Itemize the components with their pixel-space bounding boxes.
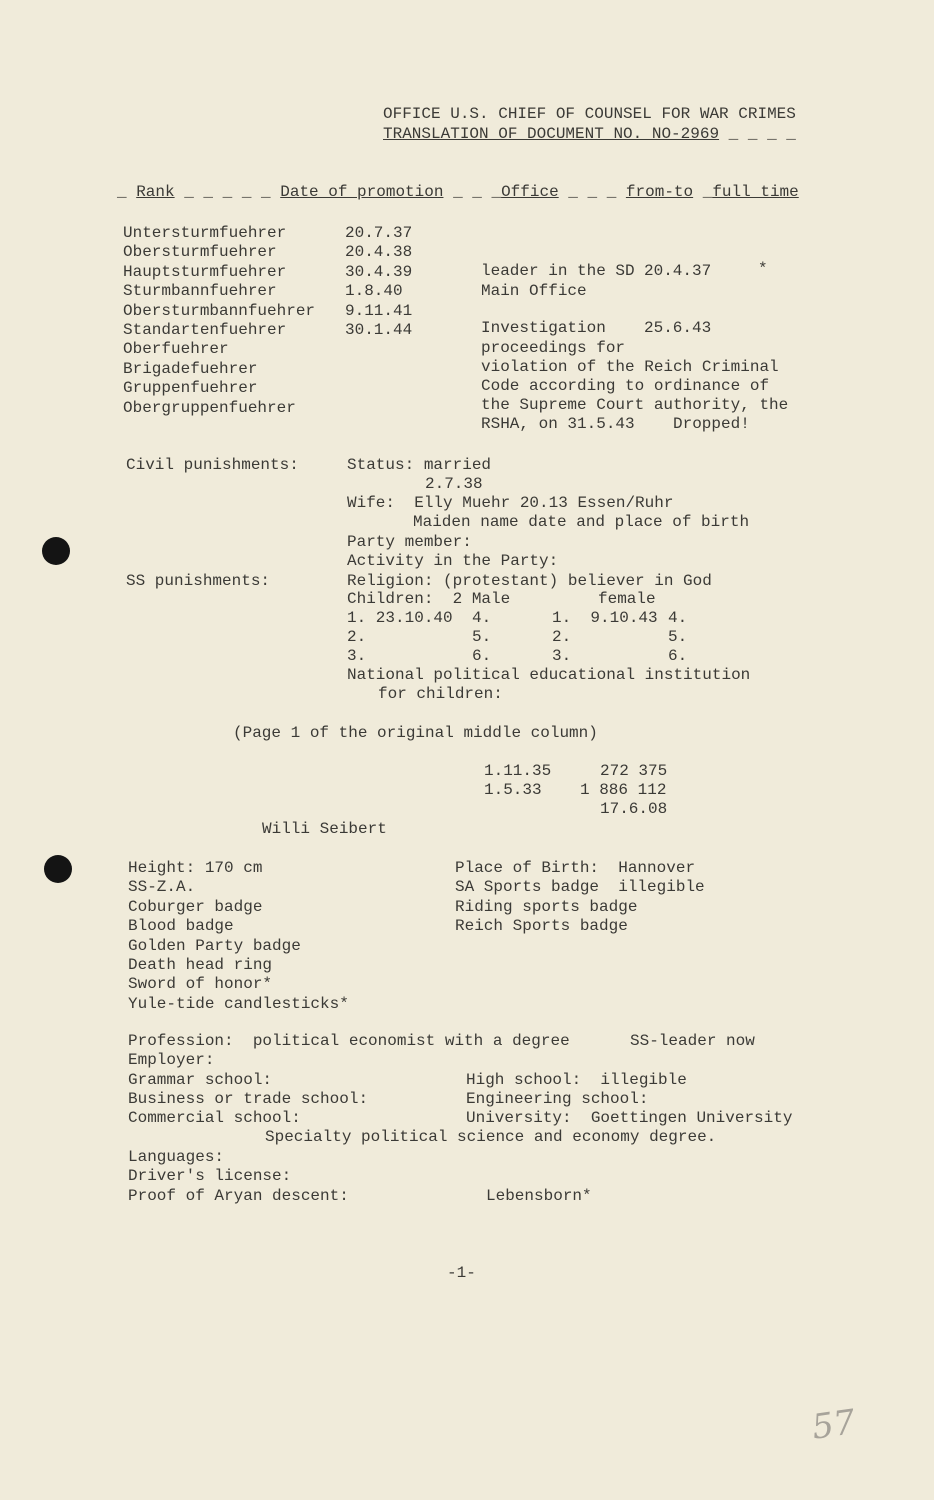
child-entry: 6.	[472, 647, 492, 665]
child-entry: 5.	[472, 628, 492, 646]
col-office: Office	[501, 183, 559, 201]
dashes: _ _ _ _	[719, 125, 796, 143]
office-1: leader in the SD	[481, 262, 635, 280]
decoration-item: SS-Z.A.	[128, 878, 196, 897]
decoration-item: Coburger badge	[128, 897, 263, 916]
info-item: Reich Sports badge	[455, 917, 628, 936]
rank-name: Untersturmfuehrer	[123, 224, 287, 242]
aryan-descent: Proof of Aryan descent:	[128, 1187, 349, 1205]
document-number	[383, 125, 796, 143]
decoration-item: Blood badge	[128, 917, 234, 936]
child-entry: 2.	[347, 628, 367, 646]
date-2: 1.5.33	[484, 781, 542, 799]
office-2-last: RSHA, on 31.5.43	[481, 415, 635, 433]
office-1-line2: Main Office	[481, 282, 587, 300]
high-school: High school: illegible	[466, 1071, 687, 1089]
rank-name: Obersturmfuehrer	[123, 243, 277, 262]
office-2-status: Dropped!	[673, 415, 750, 433]
rank-name: Hauptsturmfuehrer	[123, 262, 287, 281]
info-item: Place of Birth: Hannover	[455, 859, 696, 877]
university: University: Goettingen University	[466, 1109, 793, 1127]
document-number-text: TRANSLATION OF DOCUMENT NO. NO-2969	[383, 125, 720, 143]
rank-name: Obersturmbannfuehrer	[123, 301, 316, 320]
handwritten-mark: 57	[809, 1402, 858, 1448]
status: Status: married	[347, 456, 492, 474]
party-activity: Activity in the Party:	[347, 552, 559, 570]
wife-note: Maiden name date and place of birth	[413, 513, 750, 531]
rank-name: Obergruppenfuehrer	[123, 398, 296, 417]
commercial-school: Commercial school:	[128, 1109, 301, 1127]
engineering-school: Engineering school:	[466, 1090, 649, 1108]
page-note: (Page 1 of the original middle column)	[233, 724, 598, 742]
employer: Employer:	[128, 1051, 215, 1069]
napola-2: for children:	[378, 685, 503, 703]
person-name: Willi Seibert	[262, 820, 387, 838]
profession: Profession: political economist with a degree	[128, 1032, 570, 1050]
punch-hole	[44, 855, 72, 883]
office-2-line: proceedings for	[481, 339, 626, 357]
col-rank: Rank	[136, 183, 175, 201]
column-headers: _ Rank _ _ _ _ _ Date of promotion _ _ _Office _ _ _ from-to _full time	[117, 183, 799, 201]
office-1-date: 20.4.37	[644, 262, 712, 280]
rank-date: 1.8.40	[345, 282, 403, 301]
decoration-item: Death head ring	[128, 956, 273, 974]
civil-punishments-label: Civil punishments:	[126, 456, 299, 474]
header-title: OFFICE U.S. CHIEF OF COUNSEL FOR WAR CRIMES	[383, 105, 796, 123]
rank-date: 30.1.44	[345, 321, 413, 339]
decoration-item: Height: 170 cm	[128, 859, 263, 877]
lebensborn: Lebensborn*	[486, 1187, 592, 1205]
female-label: female	[598, 590, 656, 608]
decoration-item: Golden Party badge	[128, 936, 301, 955]
office-2-date: 25.6.43	[644, 319, 712, 337]
grammar-school: Grammar school:	[128, 1071, 273, 1089]
ss-leader: SS-leader now	[630, 1032, 755, 1050]
rank-name: Sturmbannfuehrer	[123, 282, 277, 301]
drivers-license: Driver's license:	[128, 1167, 292, 1185]
decoration-item: Yule-tide candlesticks*	[128, 994, 349, 1013]
office-2-line: the Supreme Court authority, the	[481, 396, 789, 414]
punch-hole	[42, 537, 70, 565]
number-1: 272 375	[600, 762, 668, 780]
col-fulltime: full time	[712, 183, 799, 201]
wife: Wife: Elly Muehr 20.13 Essen/Ruhr	[347, 494, 674, 512]
rank-name: Oberfuehrer	[123, 340, 229, 359]
business-school: Business or trade school:	[128, 1090, 369, 1108]
child-entry: 1. 23.10.40	[347, 609, 453, 627]
religion: Religion: (protestant) believer in God	[347, 572, 712, 590]
child-entry: 4.	[472, 609, 492, 627]
col-date: Date of promotion	[280, 183, 444, 201]
party-member: Party member:	[347, 533, 472, 551]
children-label: Children: 2 Male	[347, 590, 511, 608]
rank-name: Gruppenfuehrer	[123, 379, 258, 398]
child-entry: 3.	[552, 647, 572, 665]
rank-date: 9.11.41	[345, 301, 413, 320]
decoration-item: Sword of honor*	[128, 975, 273, 994]
languages: Languages:	[128, 1148, 225, 1166]
rank-name: Standartenfuehrer	[123, 321, 287, 339]
child-entry: 5.	[668, 628, 688, 646]
rank-date: 30.4.39	[345, 262, 413, 281]
office-1-mark: *	[758, 260, 768, 278]
ss-punishments-label: SS punishments:	[126, 572, 271, 590]
child-entry: 2.	[552, 628, 572, 646]
child-entry: 4.	[668, 609, 688, 627]
info-item: Riding sports badge	[455, 897, 638, 916]
marriage-date: 2.7.38	[425, 475, 483, 493]
child-entry: 1. 9.10.43	[552, 609, 658, 627]
birth-date: 17.6.08	[600, 800, 668, 818]
office-2-line: Code according to ordinance of	[481, 377, 770, 395]
napola: National political educational institution	[347, 666, 751, 684]
number-2: 1 886 112	[580, 781, 667, 799]
child-entry: 6.	[668, 647, 688, 665]
info-item: SA Sports badge illegible	[455, 878, 705, 897]
rank-date: 20.7.37	[345, 224, 413, 242]
date-1: 1.11.35	[484, 762, 552, 780]
page-number: -1-	[447, 1264, 476, 1282]
office-2: Investigation	[481, 319, 606, 337]
child-entry: 3.	[347, 647, 367, 665]
specialty: Specialty political science and economy degree.	[265, 1128, 717, 1146]
rank-name: Brigadefuehrer	[123, 359, 258, 378]
col-fromto: from-to	[625, 183, 694, 201]
office-2-line: violation of the Reich Criminal	[481, 358, 779, 376]
rank-date: 20.4.38	[345, 243, 413, 262]
